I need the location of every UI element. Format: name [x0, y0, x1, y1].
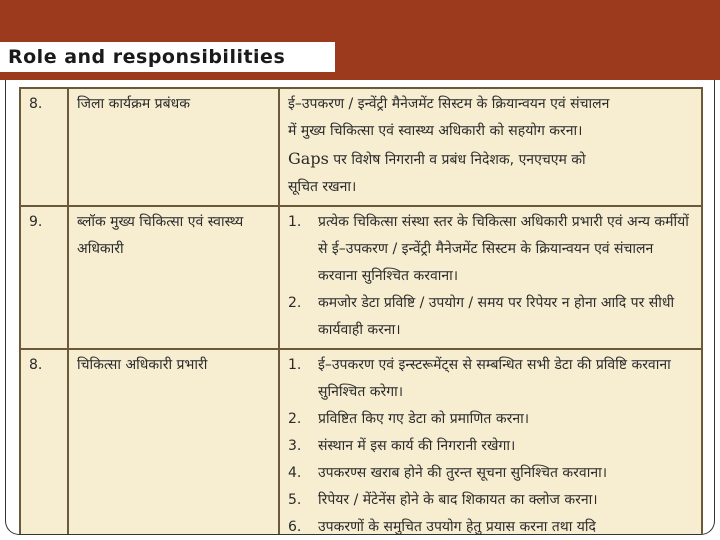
item-number: 2. [288, 411, 302, 427]
item-number: 5. [288, 492, 302, 508]
list-item [288, 209, 695, 290]
item-text: उपकरणों के समुचित उपयोग हेतु प्रयास करना तथा यदि [318, 519, 596, 535]
responsibility-table [19, 87, 703, 535]
list-item [288, 352, 695, 406]
slide-title: Role and responsibilities [0, 42, 335, 72]
table-row [21, 89, 701, 207]
list-item [288, 514, 695, 535]
responsibility-text [280, 89, 701, 205]
item-number: 2. [288, 295, 302, 311]
content-frame [5, 80, 715, 535]
role-name: चिकित्सा अधिकारी प्रभारी [69, 350, 280, 535]
gaps-term: Gaps [288, 149, 329, 168]
responsibility-list [280, 207, 701, 348]
row-number: 9. [21, 207, 69, 348]
item-number: 6. [288, 519, 302, 535]
responsibility-list [280, 350, 701, 535]
responsibility-line: में मुख्य चिकित्सा एवं स्वास्थ्य अधिकारी को सहयोग करना। [288, 123, 583, 139]
item-text: ई–उपकरण एवं इन्स्टरूमेंट्स से सम्बन्धित सभी डेटा की प्रविष्टि करवाना सुनिश्चित करेगा। [318, 357, 671, 400]
responsibility-fragment: पर विशेष निगरानी व प्रबंध निदेशक, एनएचएम को [328, 152, 586, 168]
item-number: 3. [288, 438, 302, 454]
role-name: जिला कार्यक्रम प्रबंधक [69, 89, 280, 205]
list-item [288, 406, 695, 433]
list-item [288, 487, 695, 514]
item-number: 1. [288, 357, 302, 373]
row-number: 8. [21, 89, 69, 205]
list-item [288, 290, 695, 344]
responsibility-line: सूचित रखना। [288, 179, 357, 195]
item-text: कमजोर डेटा प्रविष्टि / उपयोग / समय पर रिपेयर न होना आदि पर सीधी कार्यवाही करना। [318, 295, 675, 338]
responsibility-line [288, 145, 695, 174]
item-number: 4. [288, 465, 302, 481]
table-row [21, 350, 701, 535]
item-number: 1. [288, 214, 302, 230]
row-number: 8. [21, 350, 69, 535]
responsibility-line: ई–उपकरण / इन्वेंट्री मैनेजमेंट सिस्टम के क्रियान्वयन एवं संचालन [288, 96, 610, 112]
item-text: उपकरण्स खराब होने की तुरन्त सूचना सुनिश्चित करवाना। [318, 465, 608, 481]
role-name: ब्लॉक मुख्य चिकित्सा एवं स्वास्थ्य अधिकारी [69, 207, 280, 348]
list-item [288, 460, 695, 487]
item-text: संस्थान में इस कार्य की निगरानी रखेगा। [318, 438, 516, 454]
item-text: प्रविष्टित किए गए डेटा को प्रमाणित करना। [318, 411, 530, 427]
table-row [21, 207, 701, 350]
table-image [19, 87, 703, 535]
item-text: प्रत्येक चिकित्सा संस्था स्तर के चिकित्सा अधिकारी प्रभारी एवं अन्य कर्मीयों से ई–उपकरण / इन्वेंट्री मैनेजमेंट सिस्टम के क्रियान्वयन एवं संचालन करवाना सुनिश्चित करवाना। [318, 214, 689, 284]
list-item [288, 433, 695, 460]
item-text: रिपेयर / मेंटेनेंस होने के बाद शिकायत का क्लोज करना। [318, 492, 598, 508]
